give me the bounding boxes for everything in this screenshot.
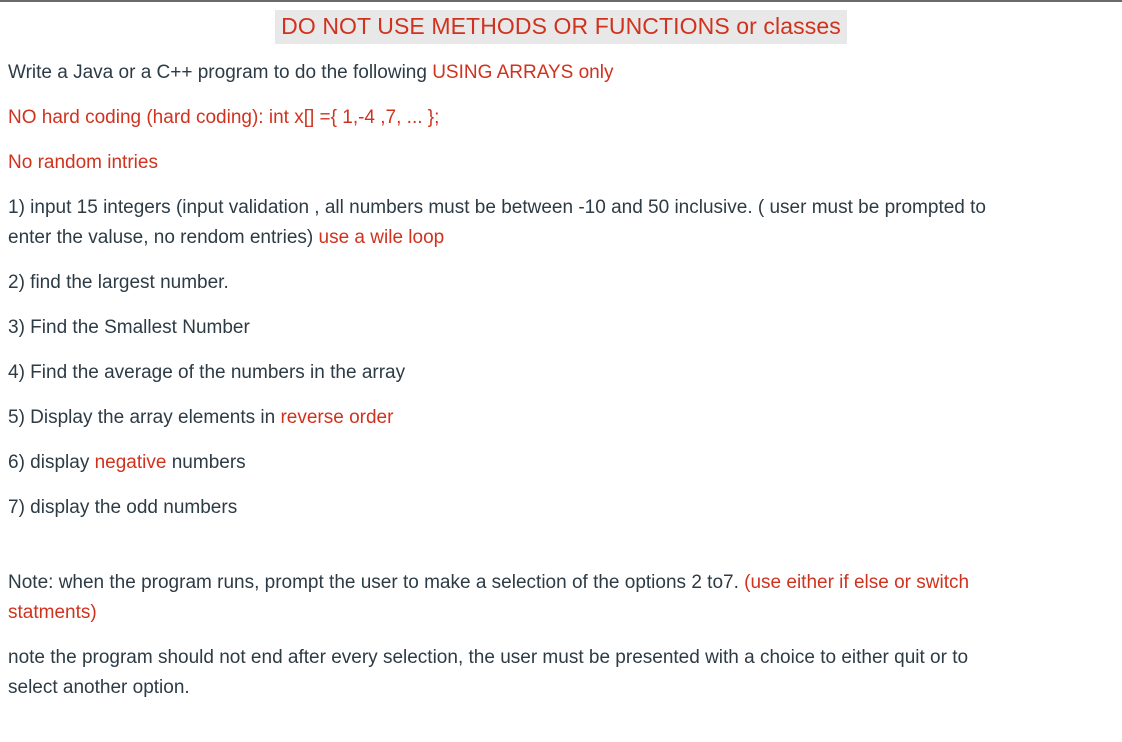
top-divider — [0, 0, 1122, 2]
intro-text: Write a Java or a C++ program to do the following — [8, 62, 433, 83]
item-6-text-after: numbers — [166, 452, 246, 473]
note-1 — [8, 568, 1108, 628]
assignment-body — [8, 58, 1108, 703]
note-2-line-2: select another option. — [8, 677, 190, 698]
rule-hard-coding: NO hard coding (hard coding): int x[] ={ 1,-4 ,7, ... }; — [8, 107, 440, 128]
note-1-text: Note: when the program runs, prompt the user to make a selection of the options 2 to7. — [8, 572, 745, 593]
item-1-line-1: 1) input 15 integers (input validation , all numbers must be between -10 and 50 inclusive. ( user must be prompted to — [8, 197, 986, 218]
intro-highlight: USING ARRAYS only — [432, 62, 614, 83]
intro-paragraph — [8, 58, 1108, 88]
item-2: 2) find the largest number. — [8, 272, 229, 293]
item-6-highlight: negative — [94, 452, 167, 473]
item-1-line-2-text: enter the valuse, no rendom entries) — [8, 227, 319, 248]
item-1-highlight: use a wile loop — [318, 227, 445, 248]
rule-random-entries: No random intries — [8, 152, 158, 173]
item-4: 4) Find the average of the numbers in the array — [8, 362, 406, 383]
item-5 — [8, 403, 1108, 433]
spacer — [8, 523, 1108, 568]
item-3: 3) Find the Smallest Number — [8, 317, 250, 338]
note-2-line-1: note the program should not end after every selection, the user must be presented with a choice to either quit or to — [8, 647, 969, 668]
note-1-line-2: statments) — [8, 602, 97, 623]
item-5-highlight: reverse order — [280, 407, 394, 428]
item-1-line-2 — [8, 223, 1108, 253]
item-1 — [8, 193, 1108, 253]
item-5-text: 5) Display the array elements in — [8, 407, 281, 428]
page-heading: DO NOT USE METHODS OR FUNCTIONS or classes — [275, 10, 847, 44]
heading-container — [0, 10, 1122, 44]
item-6-text-before: 6) display — [8, 452, 95, 473]
note-1-highlight: (use either if else or switch — [744, 572, 970, 593]
note-2 — [8, 643, 1108, 703]
item-7: 7) display the odd numbers — [8, 497, 238, 518]
item-6 — [8, 448, 1108, 478]
note-1-line-1 — [8, 568, 1108, 598]
